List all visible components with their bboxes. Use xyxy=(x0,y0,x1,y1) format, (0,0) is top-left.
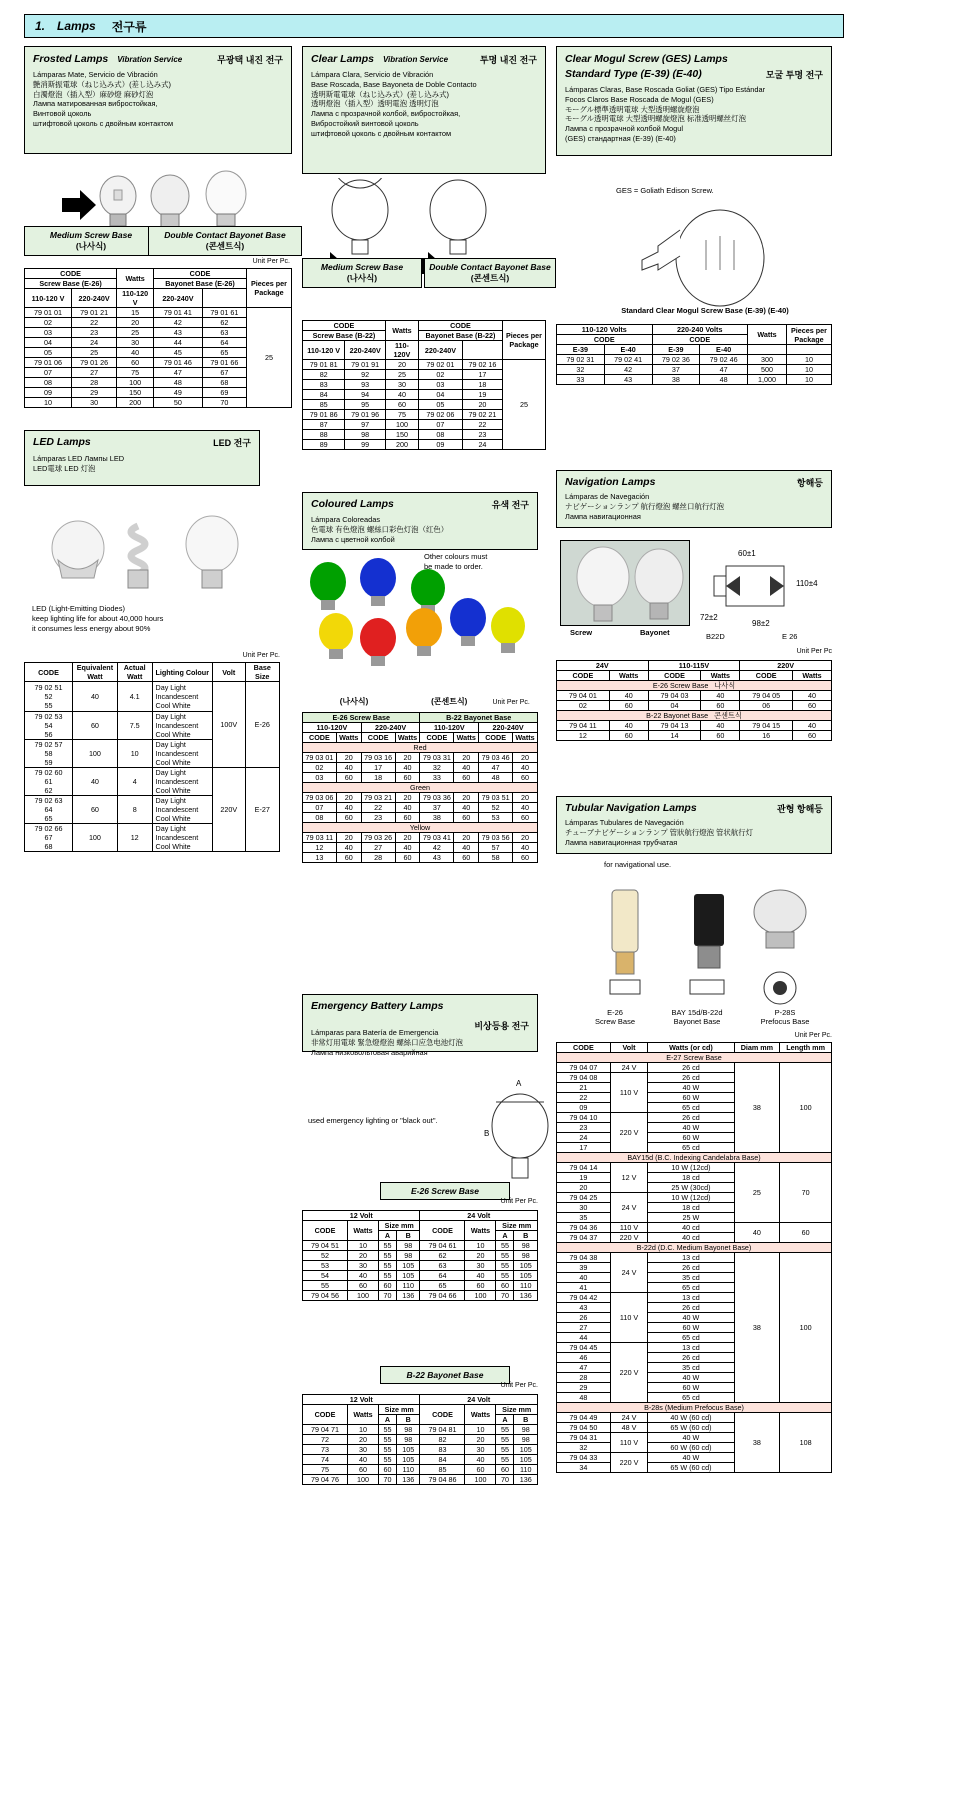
table-row: 85 95 60 05 20 xyxy=(303,400,546,410)
table-row: 05 25 40 45 65 xyxy=(25,348,292,358)
mogul-korean: 모굴 투명 전구 xyxy=(765,70,823,80)
table-row: 82 92 25 02 17 xyxy=(303,370,546,380)
table-row: 08 60 23 60 38 60 53 60 xyxy=(303,813,538,823)
led-desc: Lámparas LED Лампы LED LED電球 LED 灯泡 xyxy=(33,454,125,473)
table-row: 22 60 W xyxy=(557,1093,832,1103)
navigation-bayonet-label: Bayonet xyxy=(640,628,670,637)
colour-group-green: Green xyxy=(303,783,538,793)
table-row: 41 65 cd xyxy=(557,1283,832,1293)
colour-group-yellow: Yellow xyxy=(303,823,538,833)
navigation-photo xyxy=(560,540,690,626)
coloured-bulbs-illustration xyxy=(300,552,546,692)
table-row: 88 98 150 08 23 xyxy=(303,430,546,440)
led-korean: LED 전구 xyxy=(213,438,251,448)
tubular-korean: 관형 항해등 xyxy=(777,804,823,814)
table-row: 79 04 07 24 V 26 cd 38 100 xyxy=(557,1063,832,1073)
emergency-bayonet-title: B-22 Bayonet Base xyxy=(380,1366,510,1384)
emergency-note: used emergency lighting or "black out". xyxy=(308,1116,438,1125)
table-row: 79 03 11 20 79 03 26 20 79 03 41 20 79 03 56 20 xyxy=(303,833,538,843)
tubular-table: CODE Volt Watts (or cd) Diam mm Length mm E-27 Screw Base 79 04 07 24 V 26 cd 38 100 79 04 08 110 V 26 cd 21 40 W 22 60 W 09 65 cd 79 04 10 220 V 26 cd 23 40 W 24 60 W 17 65 cd BAY15d (B.C. Indexing Candelabra Base) 79 04 14 12 V 10 W (12cd) 25 70 19 18 cd 20 25 W (30cd) 79 04 25 24 V 10 W (12cd) 30 18 cd 35 25 W 79 04 36 110 V 40 cd 40 60 79 04 37 220 V 40 cd B-22d (D.C. Medium Bayonet Base) 79 04 38 24 V 13 cd 38 100 39 26 cd 40 35 cd 41 65 cd 79 04 42 110 V 13 cd 43 26 cd 26 40 W 27 60 W 44 65 cd 79 04 45 220 V 13 cd 46 26 cd 47 35 cd 28 40 W 29 60 W 48 65 cd B-28s (Medium Prefocus Base) 79 04 49 24 V 40 W (60 cd) 38 108 79 04 50 48 V 65 W (60 cd) 79 04 31 110 V 40 W 32 60 W (60 cd) 79 04 33 220 V 40 W 34 65 W (60 cd) xyxy=(556,1042,832,1473)
tubular-note: for navigational use. xyxy=(604,860,672,869)
clear-medium-screw-base-label: Medium Screw Base (나사식) xyxy=(302,258,422,288)
table-row: 79 04 14 12 V 10 W (12cd) 25 70 xyxy=(557,1163,832,1173)
coloured-lamps-panel xyxy=(302,492,538,550)
table-row: 02 60 04 60 06 60 xyxy=(557,701,832,711)
table-row: 33 43 38 48 1,000 10 xyxy=(557,375,832,385)
frosted-lamps-panel xyxy=(24,46,292,154)
table-row: 39 26 cd xyxy=(557,1263,832,1273)
frosted-medium-screw-base-label: Medium Screw Base (나사식) xyxy=(24,226,158,256)
table-row: 20 25 W (30cd) xyxy=(557,1183,832,1193)
emergency-korean: 비상등용 전구 xyxy=(474,1021,529,1031)
coloured-desc: Lámpara Coloreadas 色電球 有色燈泡 螺絲口彩色灯泡（红色） Лампа с цветной колбой xyxy=(311,515,449,544)
frosted-korean: 무광택 내진 전구 xyxy=(217,55,283,65)
mogul-subtitle: Standard Type (E-39) (E-40) 모굴 투명 전구 xyxy=(565,68,823,80)
table-row: 73 30 55 105 83 30 55 105 xyxy=(303,1445,538,1455)
table-row: 13 60 28 60 43 60 58 60 xyxy=(303,853,538,863)
clear-subtitle: Vibration Service xyxy=(382,55,449,64)
clear-lamps-panel xyxy=(302,46,546,174)
navigation-b22d-label: B22D xyxy=(706,632,725,641)
table-row: 03 60 18 60 33 60 48 60 xyxy=(303,773,538,783)
table-row: 54 40 55 105 64 40 55 105 xyxy=(303,1271,538,1281)
emergency-title: Emergency Battery Lamps xyxy=(311,1000,444,1012)
frosted-bulb-illustration xyxy=(30,160,290,230)
table-row: 79 04 08 110 V 26 cd xyxy=(557,1073,832,1083)
table-row: 79 02 53 54 56 60 7.5 Day Light Incandescent Cool White xyxy=(25,712,280,740)
svg-text:60±1: 60±1 xyxy=(738,549,756,558)
coloured-table: E-26 Screw Base B-22 Bayonet Base 110-120V 220-240V 110-120V 220-240V CODE Watts CODE Watts CODE Watts CODE Watts Red 79 03 01 20 79 03 16 20 79 03 31 20 79 03 46 20 02 40 17 40 32 40 47 40 03 60 18 60 33 60 48 60 Green 79 03 06 20 79 03 21 20 79 03 36 20 79 03 51 20 07 40 22 40 37 40 52 40 08 60 23 60 38 60 53 60 Yellow 79 03 11 20 79 03 26 20 79 03 41 20 79 03 56 20 12 40 27 40 42 40 57 40 13 60 28 60 43 60 58 60 xyxy=(302,712,538,863)
clear-table: CODE Watts CODE Pieces per Package Screw Base (B-22) Bayonet Base (B-22) 110-120 V 220-240V 110-120V 220-240V 79 01 81 79 01 91 20 79 02 01 79 02 16 25 82 92 25 02 17 83 93 30 03 18 84 94 40 04 19 85 95 60 05 20 79 01 86 79 01 96 75 79 02 06 79 02 21 87 97 100 07 22 88 98 150 08 23 89 99 200 09 24 xyxy=(302,320,546,450)
led-table: CODE Equivalent Watt Actual Watt Lighting Colour Volt Base Size 79 02 51 52 55 40 4.1 Day Light Incandescent Cool White 100V E-26 79 02 53 54 56 60 7.5 Day Light Incandescent Cool White 79 02 57 58 59 100 10 Day Light Incandescent Cool White 79 02 60 61 62 40 4 Day Light Incandescent Cool White 220V E-27 79 02 63 64 65 60 8 Day Light Incandescent Cool White 79 02 66 67 68 100 12 Day Light Incandescent Cool White xyxy=(24,662,280,852)
table-row: 27 60 W xyxy=(557,1323,832,1333)
table-row: 79 01 81 79 01 91 20 79 02 01 79 02 16 25 xyxy=(303,360,546,370)
coloured-base-korean-row: (나사식) (콘센트식) Unit Per Pc. xyxy=(339,697,530,706)
led-caption: LED (Light-Emitting Diodes) keep lighting life for about 40,000 hours it consumes less energy about 90% xyxy=(32,604,164,634)
navigation-e26-label: E 26 xyxy=(782,632,798,641)
table-row: 79 02 60 61 62 40 4 Day Light Incandescent Cool White 220V E-27 xyxy=(25,768,280,796)
table-row: 30 18 cd xyxy=(557,1203,832,1213)
table-row: 79 04 36 110 V 40 cd 40 60 xyxy=(557,1223,832,1233)
clear-korean: 투명 내진 전구 xyxy=(479,55,537,65)
table-row: 19 18 cd xyxy=(557,1173,832,1183)
table-row: 84 94 40 04 19 xyxy=(303,390,546,400)
table-row: 79 04 50 48 V 65 W (60 cd) xyxy=(557,1423,832,1433)
table-row: 43 26 cd xyxy=(557,1303,832,1313)
led-bulb-illustration xyxy=(30,500,260,600)
table-row: 55 60 60 110 65 60 60 110 xyxy=(303,1281,538,1291)
tubular-base-label-1: E-26 Screw Base xyxy=(594,1008,636,1026)
table-row: 89 99 200 09 24 xyxy=(303,440,546,450)
table-row: 07 27 75 47 67 xyxy=(25,368,292,378)
emergency-screw-title: E-26 Screw Base xyxy=(380,1182,510,1200)
emergency-screw-unit: Unit Per Pc. xyxy=(500,1198,538,1205)
table-row: 79 02 57 58 59 100 10 Day Light Incandescent Cool White xyxy=(25,740,280,768)
table-row: 79 02 63 64 65 60 8 Day Light Incandescent Cool White xyxy=(25,796,280,824)
navigation-title: Navigation Lamps 항해등 xyxy=(565,476,823,488)
table-row: 79 02 31 79 02 41 79 02 36 79 02 46 300 10 xyxy=(557,355,832,365)
tubular-unit: Unit Per Pc. xyxy=(794,1032,832,1039)
table-row: 46 26 cd xyxy=(557,1353,832,1363)
navigation-unit: Unit Per Pc xyxy=(796,648,832,655)
tubular-lamps-panel xyxy=(556,796,832,854)
table-row: 28 40 W xyxy=(557,1373,832,1383)
table-row: 79 04 37 220 V 40 cd xyxy=(557,1233,832,1243)
clear-bayonet-base-label: Double Contact Bayonet Base (콘센트식) xyxy=(424,258,556,288)
frosted-subtitle: Vibration Service xyxy=(117,55,183,64)
emergency-lamps-panel xyxy=(302,994,538,1057)
emergency-bayonet-unit: Unit Per Pc. xyxy=(500,1382,538,1389)
mogul-base-caption: Standard Clear Mogul Screw Base (E-39) (E-40) xyxy=(621,306,789,315)
table-row: 87 97 100 07 22 xyxy=(303,420,546,430)
tubular-bulb-illustration xyxy=(580,876,830,1006)
tubular-base-label-2: BAY 15d/B-22d Bayonet Base xyxy=(671,1008,723,1026)
tubular-base-label-3: P-28S Prefocus Base xyxy=(760,1008,810,1026)
table-row: 79 04 10 220 V 26 cd xyxy=(557,1113,832,1123)
coloured-korean: 유색 전구 xyxy=(491,500,529,510)
table-row: 79 04 01 40 79 04 03 40 79 04 05 40 xyxy=(557,691,832,701)
table-row: 79 04 11 40 79 04 13 40 79 04 15 40 xyxy=(557,721,832,731)
frosted-bayonet-base-label: Double Contact Bayonet Base (콘센트식) xyxy=(148,226,302,256)
table-row: 17 65 cd xyxy=(557,1143,832,1153)
table-row: 74 40 55 105 84 40 55 105 xyxy=(303,1455,538,1465)
emergency-bulb-illustration xyxy=(472,1072,582,1192)
table-row: 10 30 200 50 70 xyxy=(25,398,292,408)
table-row: 21 40 W xyxy=(557,1083,832,1093)
table-row: 79 04 71 10 55 98 79 04 81 10 55 98 xyxy=(303,1425,538,1435)
table-row: 44 65 cd xyxy=(557,1333,832,1343)
svg-text:110±4: 110±4 xyxy=(796,579,818,588)
table-row: 47 35 cd xyxy=(557,1363,832,1373)
table-row: 08 28 100 48 68 xyxy=(25,378,292,388)
svg-text:72±2: 72±2 xyxy=(700,613,718,622)
table-row: 09 29 150 49 69 xyxy=(25,388,292,398)
table-row: 09 65 cd xyxy=(557,1103,832,1113)
svg-text:98±2: 98±2 xyxy=(752,619,770,628)
navigation-dimension-diagram xyxy=(700,540,832,640)
tubular-desc: Lámparas Tubulares de Navegación チューブナビゲーションランプ 管狀航行燈泡 管状航行灯 Лампа навигационная трубчатая xyxy=(565,818,753,847)
led-title: LED Lamps LED 전구 xyxy=(33,436,251,448)
table-row: 26 40 W xyxy=(557,1313,832,1323)
table-row: 12 60 14 60 16 60 xyxy=(557,731,832,741)
led-unit: Unit Per Pc. xyxy=(242,652,280,659)
table-row: 79 04 31 110 V 40 W xyxy=(557,1433,832,1443)
navigation-table: 24V 110-115V 220V CODE Watts CODE Watts CODE Watts E-26 Screw Base 나사식 79 04 01 40 79 04 03 40 79 04 05 40 02 60 04 60 06 60 B-22 Bayonet Base 콘센트식 79 04 11 40 79 04 13 40 79 04 15 40 12 60 14 60 16 60 xyxy=(556,660,832,741)
mogul-table: 110-120 Volts 220-240 Volts Watts Pieces per Package CODE CODE E-39 E-40 E-39 E-40 79 02 31 79 02 41 79 02 36 79 02 46 300 10 32 42 37 47 500 10 33 43 38 48 1,000 10 xyxy=(556,324,832,385)
navigation-desc: Lámparas de Navegación ナビゲーションランプ 航行燈泡 螺丝口航行灯泡 Лампа навигационная xyxy=(565,492,725,521)
page-title-korean: 전구류 xyxy=(111,19,147,34)
colour-group-red: Red xyxy=(303,743,538,753)
emergency-desc: Lámparas para Batería de Emergencia 非常灯用電球 緊急燈燈泡 螺絲口应急电池灯泡 Лампа низковольтовая аварийная xyxy=(311,1028,463,1057)
table-row: 79 03 06 20 79 03 21 20 79 03 36 20 79 03 51 20 xyxy=(303,793,538,803)
table-row: 02 22 20 42 62 xyxy=(25,318,292,328)
page-title-text: Lamps xyxy=(57,19,96,33)
table-row: 35 25 W xyxy=(557,1213,832,1223)
page-title xyxy=(24,14,844,38)
mogul-lamps-panel xyxy=(556,46,832,156)
clear-desc: Lámpara Clara, Servicio de Vibración Base Roscada, Base Bayoneta de Doble Contacto 透明斯電電球（ねじ込み式）(差し込み式) 透明燈泡（插入型）透明電泡 透明灯泡 Лампа с прозрачной колбой, виброcтойкая, Виброcтойкий винтовой цоколь штифтовой цоколь с двойным контактом xyxy=(311,70,477,138)
table-row: 79 03 01 20 79 03 16 20 79 03 31 20 79 03 46 20 xyxy=(303,753,538,763)
table-row: 48 65 cd xyxy=(557,1393,832,1403)
table-row: 79 04 51 10 55 98 79 04 61 10 55 98 xyxy=(303,1241,538,1251)
emergency-screw-table: 12 Volt 24 Volt CODE Watts Size mm CODE Watts Size mm A B A B 79 04 51 10 55 98 79 04 61 10 55 98 52 20 55 98 62 20 55 98 53 30 55 105 63 30 55 105 54 40 55 105 64 40 55 105 55 60 60 110 65 60 60 110 79 04 56 100 70 136 79 04 66 100 70 136 xyxy=(302,1210,538,1301)
table-row: 03 23 25 43 63 xyxy=(25,328,292,338)
table-row: 79 02 66 67 68 100 12 Day Light Incandescent Cool White xyxy=(25,824,280,852)
table-row: 83 93 30 03 18 xyxy=(303,380,546,390)
table-row: 07 40 22 40 37 40 52 40 xyxy=(303,803,538,813)
table-row: 32 42 37 47 500 10 xyxy=(557,365,832,375)
tubular-title: Tubular Navigation Lamps 관형 항해등 xyxy=(565,802,823,814)
table-row: 12 40 27 40 42 40 57 40 xyxy=(303,843,538,853)
ges-note: GES = Goliath Edison Screw. xyxy=(616,186,714,195)
table-row: 79 04 56 100 70 136 79 04 66 100 70 136 xyxy=(303,1291,538,1301)
table-row: 79 01 86 79 01 96 75 79 02 06 79 02 21 xyxy=(303,410,546,420)
table-row: 40 35 cd xyxy=(557,1273,832,1283)
navigation-korean: 항해등 xyxy=(796,478,823,488)
navigation-lamps-panel xyxy=(556,470,832,528)
frosted-title: Frosted Lamps Vibration Service 무광택 내진 전구 xyxy=(33,53,283,65)
led-lamps-panel xyxy=(24,430,260,486)
page-number: 1. xyxy=(35,19,46,33)
table-row: 79 04 76 100 70 136 79 04 86 100 70 136 xyxy=(303,1475,538,1485)
table-row: 79 04 49 24 V 40 W (60 cd) 38 108 xyxy=(557,1413,832,1423)
table-row: 29 60 W xyxy=(557,1383,832,1393)
mogul-bulb-illustration xyxy=(610,200,810,310)
table-row: 52 20 55 98 62 20 55 98 xyxy=(303,1251,538,1261)
frosted-unit: Unit Per Pc. xyxy=(252,258,290,265)
mogul-title: Clear Mogul Screw (GES) Lamps xyxy=(565,53,728,65)
frosted-table: CODE Watts CODE Pieces per Package Screw Base (E-26) Bayonet Base (E-26) 110-120 V 220-240V 110-120 V 220-240V 79 01 01 79 01 21 15 79 01 41 79 01 61 25 02 22 20 42 62 03 23 25 43 63 04 24 30 44 64 05 25 40 45 65 79 01 06 79 01 26 60 79 01 46 79 01 66 07 27 75 47 67 08 28 100 48 68 09 29 150 49 69 10 30 200 50 70 xyxy=(24,268,292,408)
table-row: 72 20 55 98 82 20 55 98 xyxy=(303,1435,538,1445)
frosted-desc: Lámparas Mate, Servicio de Vibración 艶消斯振電球（ねじ込み式）(差し込み式) 白濁燈泡（插入型）麻砂燈 麻砂灯泡 Лампа матированная виброcтойкая, Винтовой цоколь штифтовой цоколь с двойным контактом xyxy=(33,70,174,128)
table-row: 79 01 01 79 01 21 15 79 01 41 79 01 61 25 xyxy=(25,308,292,318)
coloured-note: Other colours must be made to order. xyxy=(424,552,488,572)
table-row: 04 24 30 44 64 xyxy=(25,338,292,348)
table-row: 79 04 38 24 V 13 cd 38 100 xyxy=(557,1253,832,1263)
table-row: 79 02 51 52 55 40 4.1 Day Light Incandescent Cool White 100V E-26 xyxy=(25,682,280,712)
clear-title: Clear Lamps Vibration Service 투명 내진 전구 xyxy=(311,53,537,65)
table-row: 79 04 33 220 V 40 W xyxy=(557,1453,832,1463)
mogul-desc: Lámparas Claras, Base Roscada Goliat (GES) Tipo Estándar Focos Claros Base Roscada de Mogul (GES) モーグル標準透明電球 大型透明螺旋燈泡 モーグル透明電球 大型透明螺旋燈泡 标准透明螺丝灯泡 Лампа с прозрачной колбой Mogul (GES) стандартная (E-39) (E-40) xyxy=(565,85,766,143)
table-row: 34 65 W (60 cd) xyxy=(557,1463,832,1473)
table-row: 79 01 06 79 01 26 60 79 01 46 79 01 66 xyxy=(25,358,292,368)
emergency-bayonet-table: 12 Volt 24 Volt CODE Watts Size mm CODE Watts Size mm A B A B 79 04 71 10 55 98 79 04 81 10 55 98 72 20 55 98 82 20 55 98 73 30 55 105 83 30 55 105 74 40 55 105 84 40 55 105 75 60 60 110 85 60 60 110 79 04 76 100 70 136 79 04 86 100 70 136 xyxy=(302,1394,538,1485)
table-row: 23 40 W xyxy=(557,1123,832,1133)
table-row: 32 60 W (60 cd) xyxy=(557,1443,832,1453)
table-row: 75 60 60 110 85 60 60 110 xyxy=(303,1465,538,1475)
table-row: 79 04 25 24 V 10 W (12cd) xyxy=(557,1193,832,1203)
svg-text:B: B xyxy=(484,1129,490,1138)
table-row: 79 04 42 110 V 13 cd xyxy=(557,1293,832,1303)
svg-text:A: A xyxy=(516,1079,522,1088)
table-row: 02 40 17 40 32 40 47 40 xyxy=(303,763,538,773)
table-row: 79 04 45 220 V 13 cd xyxy=(557,1343,832,1353)
navigation-screw-label: Screw xyxy=(570,628,593,637)
coloured-title: Coloured Lamps 유색 전구 xyxy=(311,498,529,510)
table-row: 24 60 W xyxy=(557,1133,832,1143)
table-row: 53 30 55 105 63 30 55 105 xyxy=(303,1261,538,1271)
